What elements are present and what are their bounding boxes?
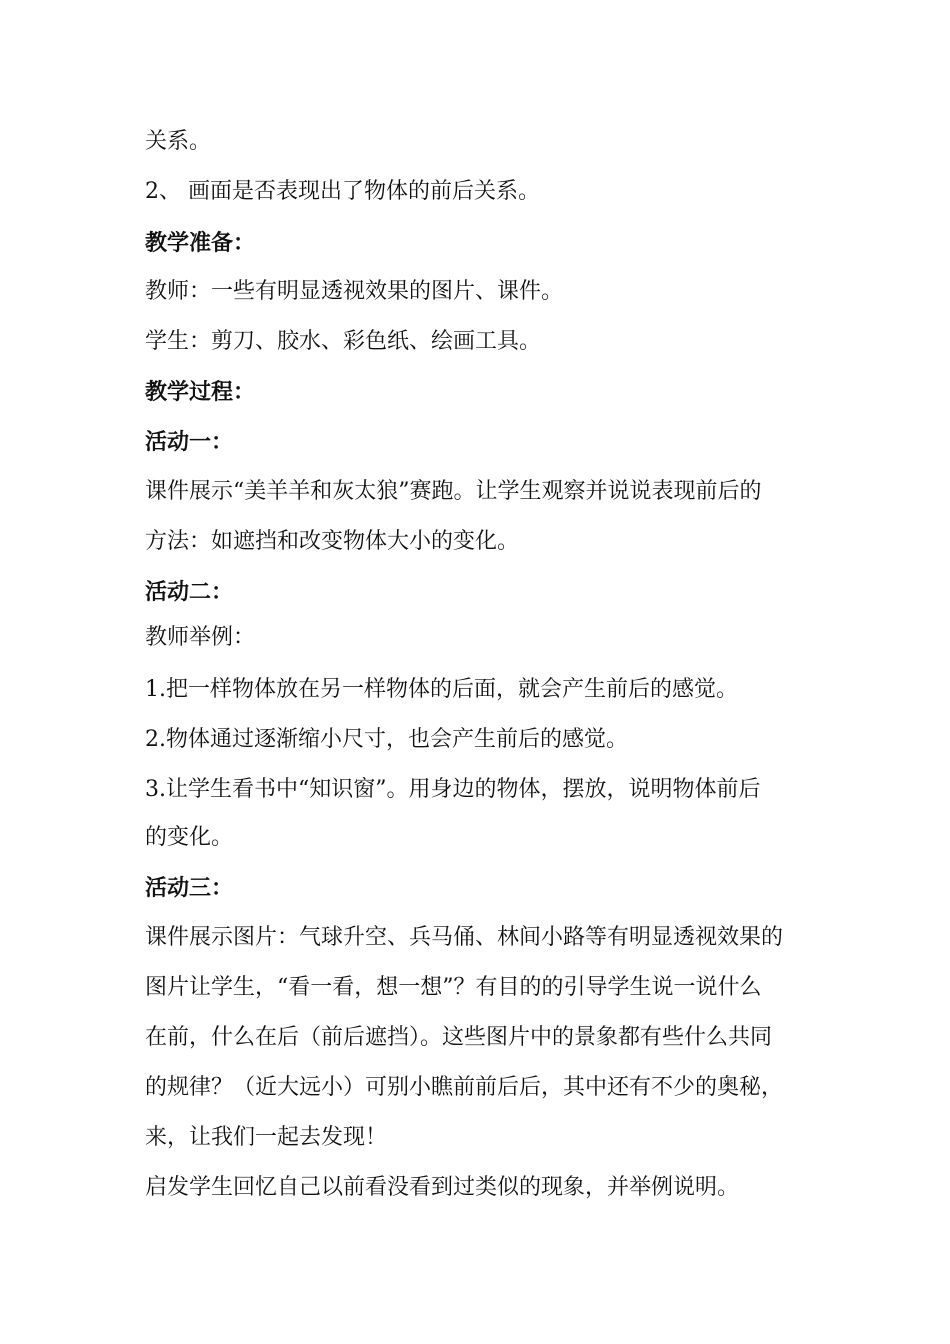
- paragraph-line: 课件展示图片：气球升空、兵马俑、林间小路等有明显透视效果的: [145, 925, 784, 950]
- paragraph-line: 3.让学生看书中“知识窗”。用身边的物体，摆放，说明物体前后: [145, 777, 761, 802]
- paragraph-line: 课件展示“美羊羊和灰太狼”赛跑。让学生观察并说说表现前后的: [145, 479, 762, 504]
- section-heading: 教学准备：: [145, 230, 256, 256]
- paragraph-line: 1.把一样物体放在另一样物体的后面，就会产生前后的感觉。: [145, 677, 738, 702]
- paragraph-line: 教师：一些有明显透视效果的图片、课件。: [145, 279, 564, 304]
- paragraph-line: 在前，什么在后（前后遮挡）。这些图片中的景象都有些什么共同: [145, 1025, 773, 1050]
- paragraph-line: 2、 画面是否表现出了物体的前后关系。: [145, 179, 540, 204]
- section-heading: 活动一：: [145, 429, 234, 455]
- paragraph-line: 关系。: [145, 129, 212, 154]
- section-heading: 活动三：: [145, 875, 234, 901]
- paragraph-line: 的变化。: [145, 825, 234, 850]
- paragraph-line: 学生：剪刀、胶水、彩色纸、绘画工具。: [145, 329, 542, 354]
- section-heading: 活动二：: [145, 579, 234, 605]
- section-heading: 教学过程：: [145, 379, 256, 405]
- paragraph-line: 方法：如遮挡和改变物体大小的变化。: [145, 529, 520, 554]
- paragraph-line: 2.物体通过逐渐缩小尺寸，也会产生前后的感觉。: [145, 727, 628, 752]
- paragraph-line: 图片让学生，“看一看，想一想”？有目的的引导学生说一说什么: [145, 975, 762, 1000]
- paragraph-line: 教师举例：: [145, 625, 256, 650]
- paragraph-line: 启发学生回忆自己以前看没看到过类似的现象，并举例说明。: [145, 1175, 740, 1200]
- paragraph-line: 来，让我们一起去发现！: [145, 1125, 388, 1150]
- paragraph-line: 的规律？（近大远小）可别小瞧前前后后，其中还有不少的奥秘，: [145, 1075, 784, 1100]
